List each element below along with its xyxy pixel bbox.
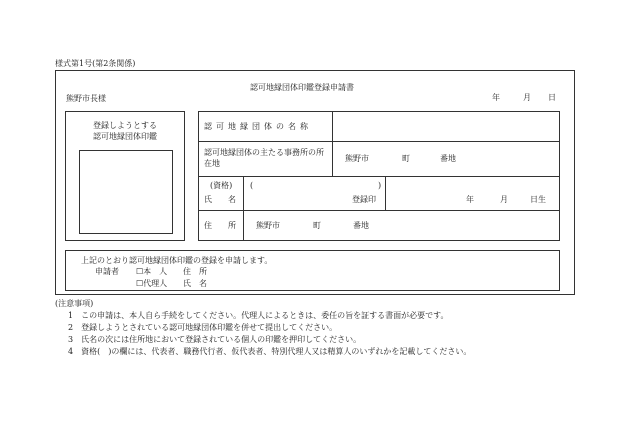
- application-statement: 上記のとおり認可地縁団体印鑑の登録を申請します。: [81, 256, 273, 265]
- addressee: 熊野市長様: [66, 94, 106, 103]
- address-field[interactable]: [246, 213, 557, 239]
- office-city: 熊野市: [345, 154, 369, 163]
- qualification-paren-close: ): [378, 181, 382, 190]
- form-number: 様式第1号(第2条関係): [55, 59, 136, 68]
- table-row-divider: [198, 176, 560, 177]
- note-item-1: 1 この申請は、本人自ら手続をしてください。代理人によるときは、委任の旨を証する書面が必要です。: [68, 311, 449, 320]
- address-town: 町: [313, 221, 321, 230]
- self-checkbox[interactable]: ☐本 人: [136, 267, 168, 276]
- agent-checkbox[interactable]: ☐代理人: [136, 279, 168, 288]
- seal-caption-line1: 登録しようとする: [93, 121, 157, 130]
- birth-month: 月: [500, 195, 508, 204]
- address-label: 住 所: [204, 221, 236, 230]
- seal-stamp-area: [79, 150, 173, 234]
- birth-day: 日生: [530, 195, 546, 204]
- table-col-divider: [332, 111, 333, 176]
- qualification-paren-open: (: [250, 181, 254, 190]
- note-item-4: 4 資格( )の欄には、代表者、職務代行者、仮代表者、特別代理人又は精算人のいずれかを記載してください。: [68, 347, 472, 356]
- qualification-label: (資格): [210, 181, 233, 190]
- address-city: 熊野市: [256, 221, 280, 230]
- table-col-divider: [243, 176, 244, 241]
- self-address-label: 住 所: [183, 267, 207, 276]
- table-col-divider: [385, 176, 386, 210]
- org-name-field[interactable]: [335, 114, 557, 139]
- notes-heading: (注意事項): [55, 299, 94, 308]
- office-town: 町: [402, 154, 410, 163]
- registered-seal: 登録印: [352, 195, 376, 204]
- date-year: 年: [492, 93, 500, 102]
- office-address-field[interactable]: [335, 144, 557, 174]
- office-label-line1: 認可地縁団体の主たる事務所の所: [204, 148, 324, 157]
- date-day: 日: [548, 93, 556, 102]
- note-item-3: 3 氏名の次には住所地において登録されている個人の印鑑を押印してください。: [68, 335, 362, 344]
- org-name-label: 認可地縁団体の名称: [204, 122, 312, 131]
- applicant-label: 申請者: [95, 267, 119, 276]
- seal-caption-line2: 認可地縁団体印鑑: [93, 132, 157, 141]
- office-banchi: 番地: [440, 154, 456, 163]
- form-title: 認可地縁団体印鑑登録申請書: [250, 83, 354, 92]
- table-row-divider: [198, 141, 560, 142]
- date-month: 月: [523, 93, 531, 102]
- birthdate-field[interactable]: [388, 179, 458, 208]
- note-item-2: 2 登録しようとされている認可地縁団体印鑑を併せて提出してください。: [68, 323, 338, 332]
- agent-name-label: 氏 名: [183, 279, 207, 288]
- name-field[interactable]: [246, 179, 382, 208]
- table-row-divider: [198, 210, 560, 211]
- office-label-line2: 在地: [204, 159, 220, 168]
- birth-year: 年: [466, 195, 474, 204]
- name-label: 氏 名: [204, 195, 236, 204]
- address-banchi: 番地: [353, 221, 369, 230]
